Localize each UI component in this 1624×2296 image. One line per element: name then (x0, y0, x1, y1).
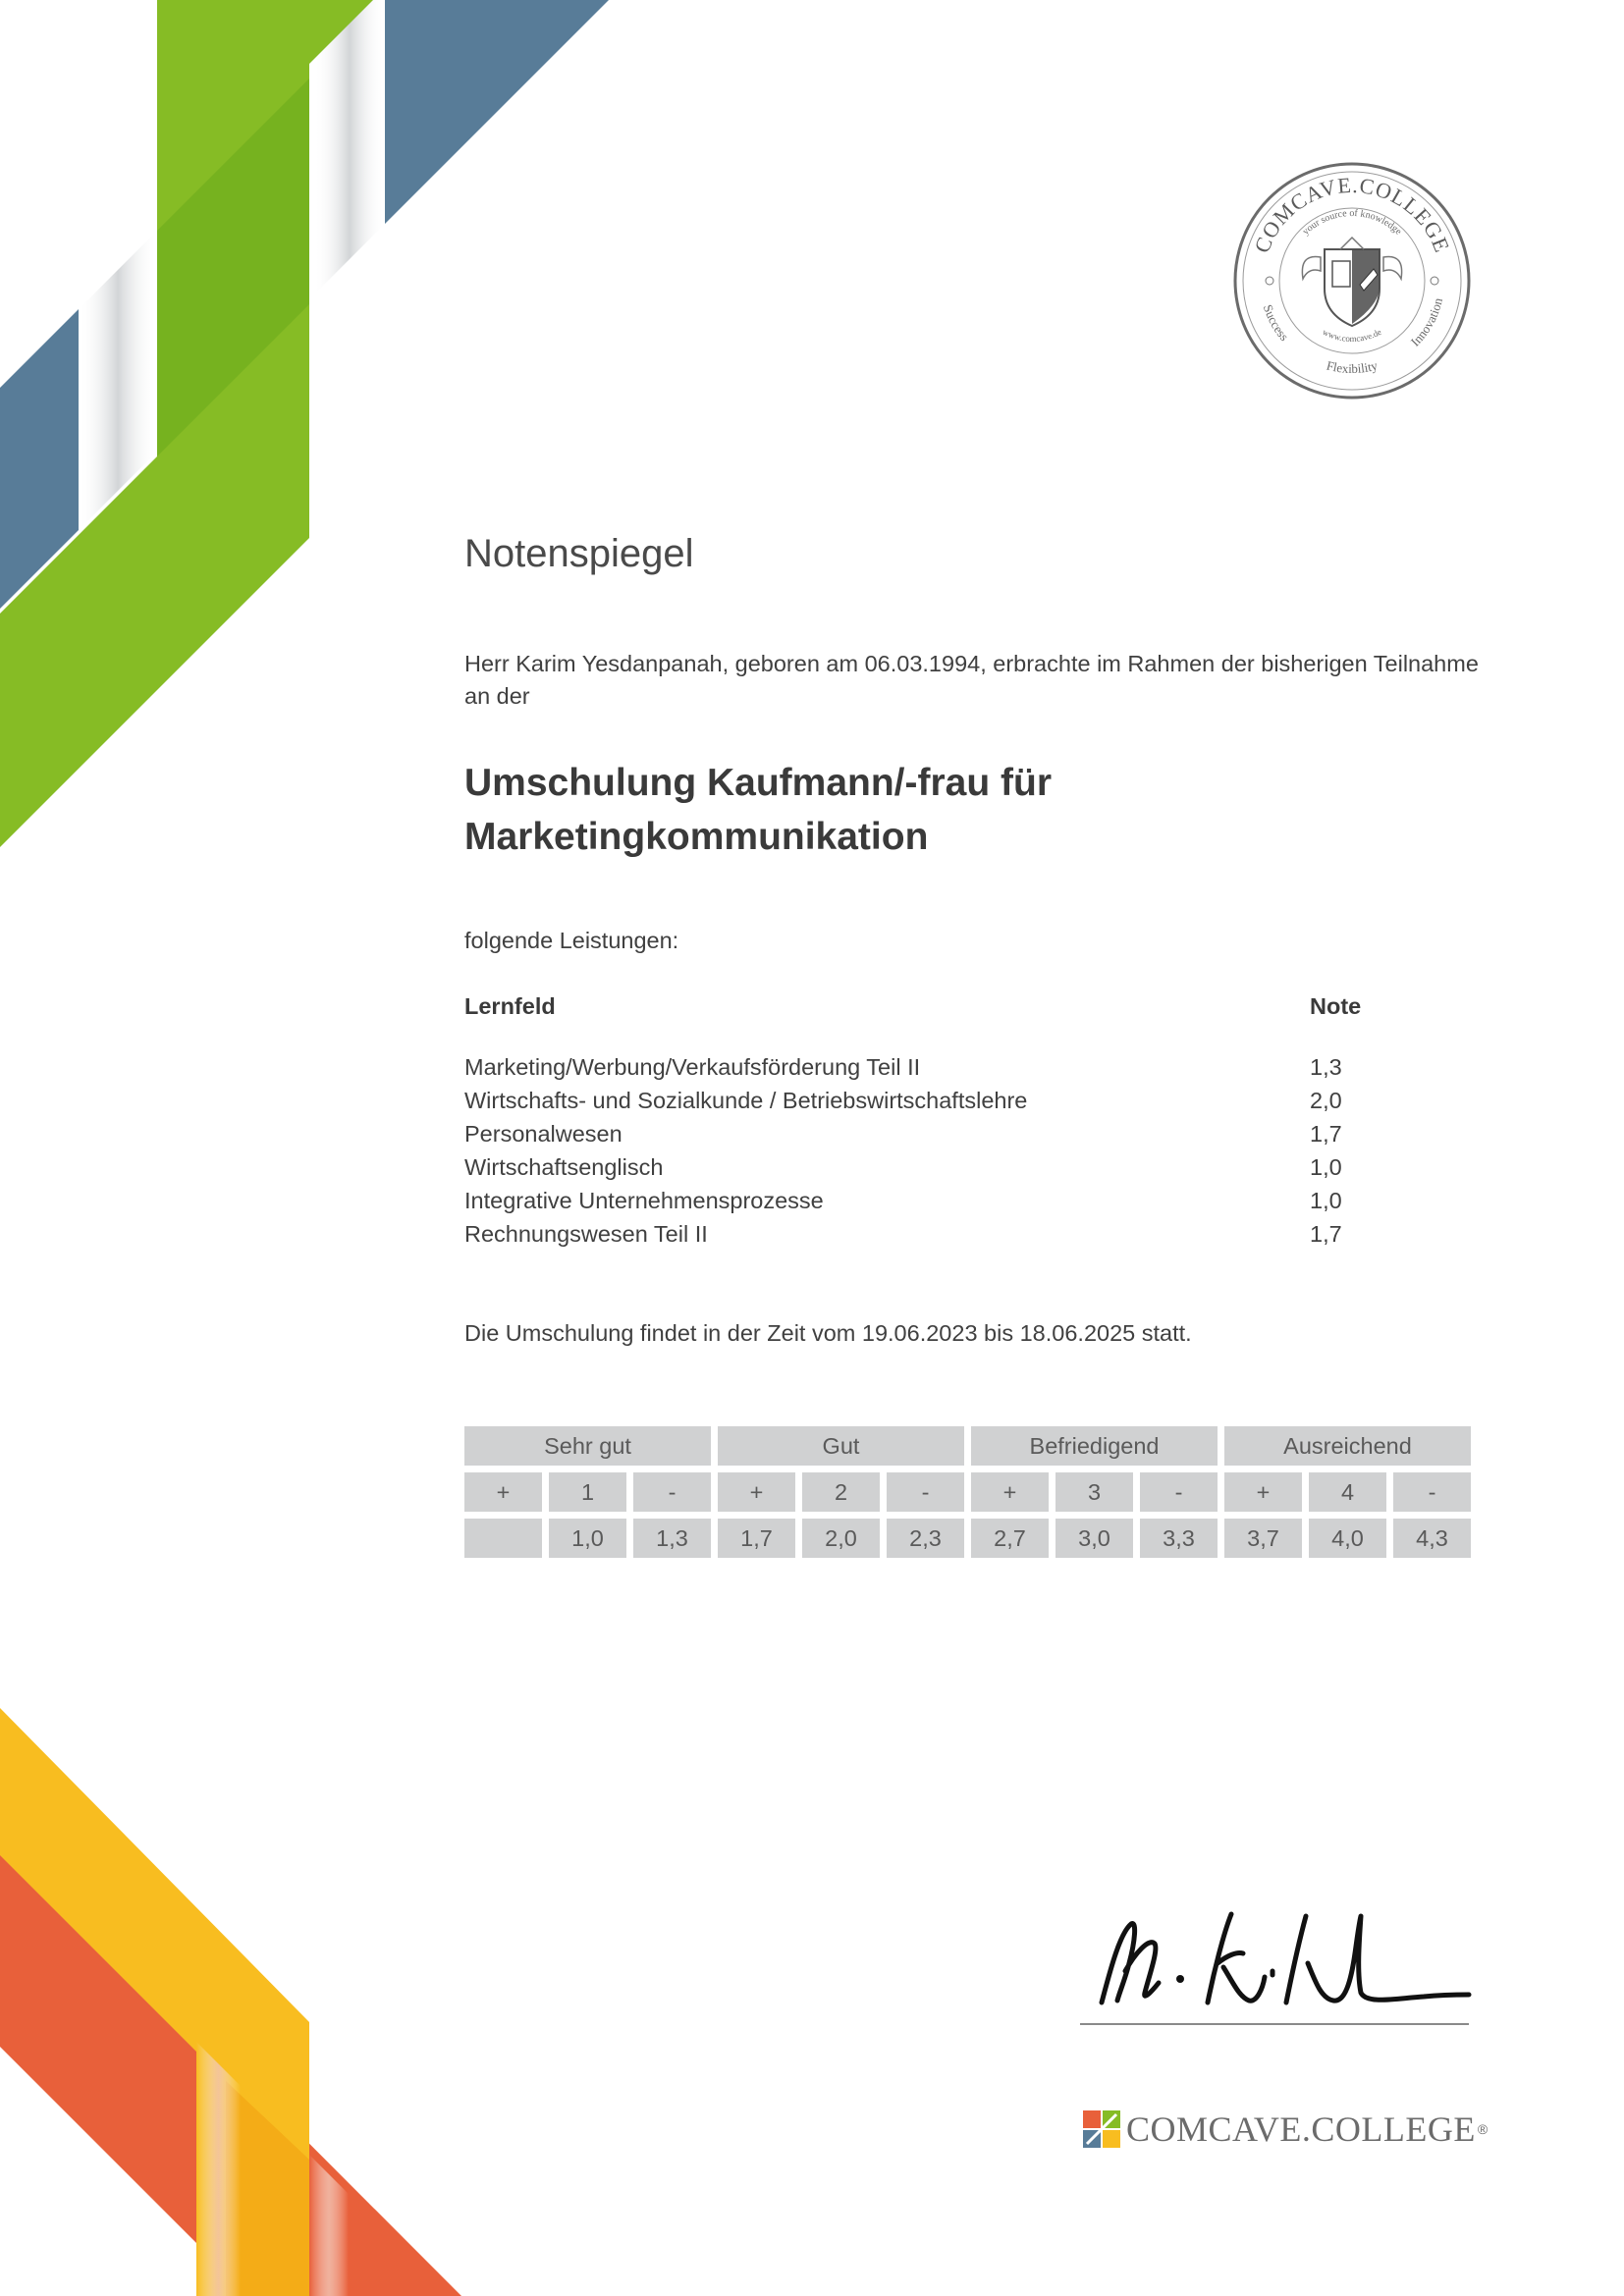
scale-value: 2,0 (802, 1519, 880, 1558)
grade-row (464, 1121, 1486, 1154)
ribbon-fade-bottom (196, 2042, 241, 2296)
scale-sign: 3 (1056, 1472, 1133, 1512)
scale-value: 3,7 (1224, 1519, 1302, 1558)
grade-row (464, 1188, 1486, 1221)
grade-subject: Integrative Unternehmensprozesse (464, 1188, 824, 1213)
scale-value: 3,0 (1056, 1519, 1133, 1558)
scale-sign: 4 (1309, 1472, 1386, 1512)
grades-list (464, 1054, 1486, 1255)
scale-sign: + (1224, 1472, 1302, 1512)
grade-note: 1,0 (1310, 1154, 1342, 1180)
logo-registered-mark: ® (1477, 2121, 1489, 2137)
scale-sign: + (464, 1472, 542, 1512)
seal-top-text: COMCAVE.COLLEGE (1249, 172, 1455, 257)
signature (1080, 1895, 1473, 2022)
college-logo (1083, 2109, 1488, 2150)
ribbon-blue-upper (385, 0, 609, 224)
grade-note: 1,3 (1310, 1054, 1342, 1080)
grade-note: 1,7 (1310, 1121, 1342, 1147)
intro-text: Herr Karim Yesdanpanah, geboren am 06.03.1994, erbrachte im Rahmen der bisherigen Teilnahme an der (464, 651, 1479, 709)
scale-sign: 2 (802, 1472, 880, 1512)
scale-sign: - (633, 1472, 711, 1512)
scale-value: 1,7 (718, 1519, 795, 1558)
seal-url: www.comcave.de (1321, 326, 1383, 345)
seal-word-left: Success (1260, 302, 1292, 345)
course-period: Die Umschulung findet in der Zeit vom 19.06.2023 bis 18.06.2025 statt. (464, 1320, 1192, 1346)
program-title-line2: Marketingkommunikation (464, 816, 929, 858)
scale-value: 1,3 (633, 1519, 711, 1558)
page-title: Notenspiegel (464, 532, 694, 575)
grade-subject: Personalwesen (464, 1121, 623, 1147)
scale-value-row (464, 1519, 1471, 1558)
column-header-note: Note (1310, 993, 1362, 1019)
college-seal (1230, 159, 1474, 402)
scale-sign: 1 (549, 1472, 626, 1512)
logo-text: COMCAVE.COLLEGE (1126, 2109, 1476, 2149)
performance-label: folgende Leistungen: (464, 928, 679, 953)
scale-category: Ausreichend (1224, 1426, 1471, 1466)
scale-category: Gut (718, 1426, 964, 1466)
grade-subject: Marketing/Werbung/Verkaufsförderung Teil II (464, 1054, 921, 1080)
program-title-line1: Umschulung Kaufmann/-frau für (464, 762, 1053, 804)
grade-note: 1,0 (1310, 1188, 1342, 1213)
column-header-lernfeld: Lernfeld (464, 993, 556, 1019)
grading-scale-table (464, 1426, 1471, 1565)
grade-row (464, 1054, 1486, 1088)
seal-word-right: Innovation (1407, 295, 1446, 349)
comcave-logo-icon (1083, 2110, 1120, 2148)
grade-subject: Wirtschaftsenglisch (464, 1154, 664, 1180)
scale-sign: + (971, 1472, 1049, 1512)
grade-note: 1,7 (1310, 1221, 1342, 1247)
ribbon-fade-bottom-2 (309, 2155, 349, 2296)
grade-row (464, 1088, 1486, 1121)
scale-value: 1,0 (549, 1519, 626, 1558)
scale-value: 4,0 (1309, 1519, 1386, 1558)
program-title (464, 756, 1486, 864)
signature-line (1080, 2023, 1469, 2025)
scale-category: Befriedigend (971, 1426, 1218, 1466)
scale-value: 2,7 (971, 1519, 1049, 1558)
scale-value: 3,3 (1140, 1519, 1218, 1558)
scale-value: 4,3 (1393, 1519, 1471, 1558)
scale-sign-row (464, 1472, 1471, 1512)
scale-sign: + (718, 1472, 795, 1512)
scale-sign: - (1140, 1472, 1218, 1512)
seal-word-mid: Flexibility (1325, 357, 1380, 377)
scale-category-row (464, 1426, 1471, 1466)
scale-value (464, 1519, 542, 1558)
scale-sign: - (1393, 1472, 1471, 1512)
grade-subject: Rechnungswesen Teil II (464, 1221, 708, 1247)
grade-row (464, 1154, 1486, 1188)
scale-value: 2,3 (887, 1519, 964, 1558)
grade-subject: Wirtschafts- und Sozialkunde / Betriebswirtschaftslehre (464, 1088, 1028, 1113)
seal-motto: your source of knowledge (1300, 207, 1404, 238)
scale-category: Sehr gut (464, 1426, 711, 1466)
grade-note: 2,0 (1310, 1088, 1342, 1113)
scale-sign: - (887, 1472, 964, 1512)
grade-row (464, 1221, 1486, 1255)
